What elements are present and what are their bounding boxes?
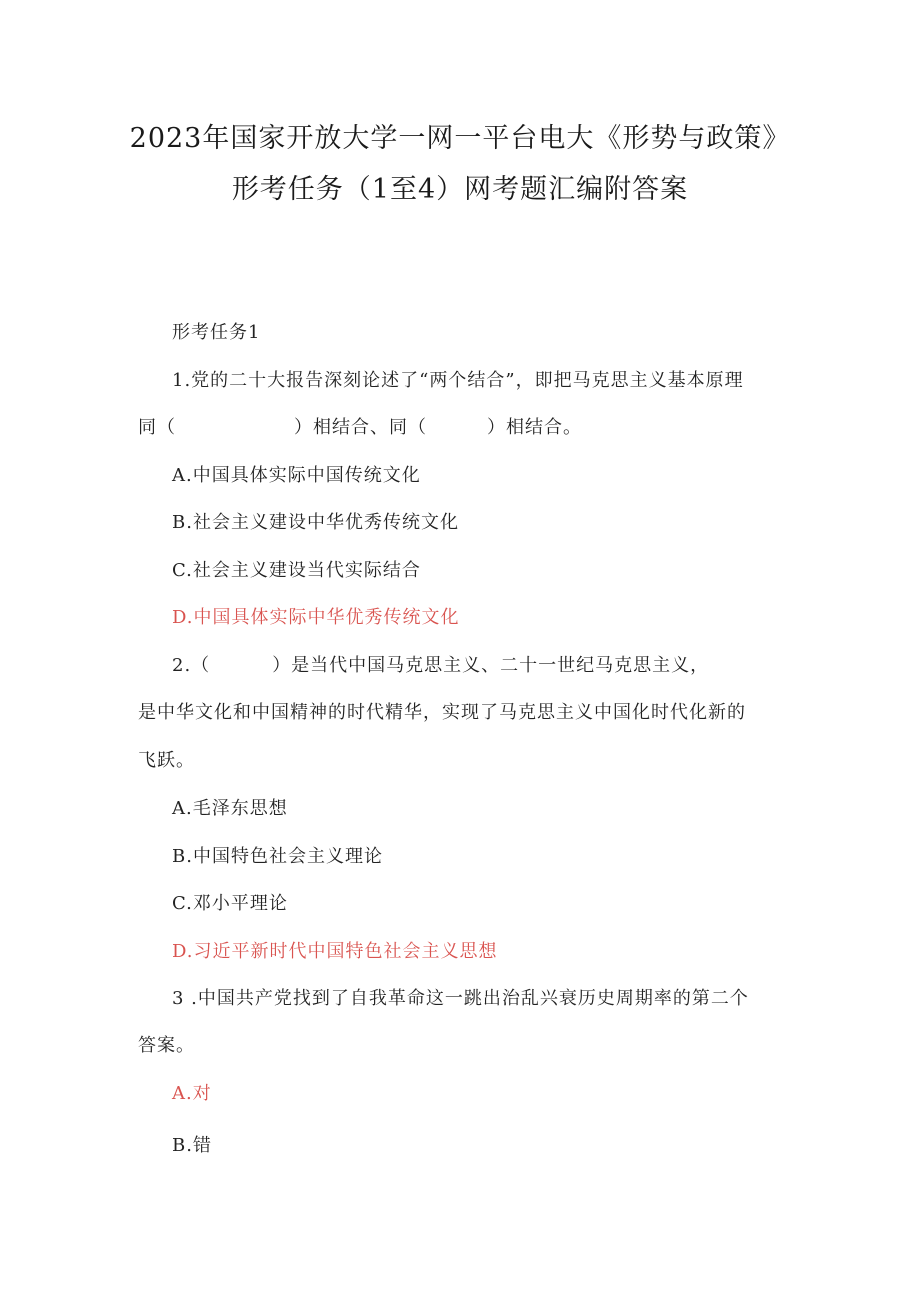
question-1-option-b: B.社会主义建设中华优秀传统文化 xyxy=(172,512,459,533)
document-title-line-2: 形考任务（1至4）网考题汇编附答案 xyxy=(231,174,689,205)
question-2-option-d-correct-answer: D.习近平新时代中国特色社会主义思想 xyxy=(172,941,498,962)
question-3-stem-line-1: 3 .中国共产党找到了自我革命这一跳出治乱兴衰历史周期率的第二个 xyxy=(172,988,749,1009)
question-2-option-a: A.毛泽东思想 xyxy=(172,798,288,819)
question-1-stem-line-1: 1.党的二十大报告深刻论述了“两个结合”，即把马克思主义基本原理 xyxy=(172,370,744,391)
question-1-option-d-correct-answer: D.中国具体实际中华优秀传统文化 xyxy=(172,607,460,628)
question-2-stem-line-2: 是中华文化和中国精神的时代精华，实现了马克思主义中国化时代化新的 xyxy=(138,702,746,723)
question-3-option-b: B.错 xyxy=(172,1135,212,1156)
question-2-option-c: C.邓小平理论 xyxy=(172,893,288,914)
section-heading: 形考任务1 xyxy=(172,322,261,343)
question-3-stem-line-2: 答案。 xyxy=(138,1035,195,1056)
question-1-stem-segment-a: 同（ xyxy=(138,417,176,438)
question-1-stem-line-2 xyxy=(138,413,582,439)
question-1-stem-segment-b: ）相结合、同（ xyxy=(294,417,427,438)
question-2-option-b: B.中国特色社会主义理论 xyxy=(172,846,383,867)
question-2-stem-segment-a: 2.（ xyxy=(172,655,211,676)
question-3-option-a-correct-answer: A.对 xyxy=(172,1083,212,1104)
question-2-stem-segment-b: ）是当代中国马克思主义、二十一世纪马克思主义， xyxy=(272,655,710,676)
question-1-option-a: A.中国具体实际中国传统文化 xyxy=(172,465,421,486)
question-2-stem-line-3: 飞跃。 xyxy=(138,750,195,771)
question-2-stem-line-1 xyxy=(172,651,709,677)
question-1-option-c: C.社会主义建设当代实际结合 xyxy=(172,560,421,581)
question-1-stem-segment-c: ）相结合。 xyxy=(487,417,582,438)
document-title-line-1: 2023年国家开放大学一网一平台电大《形势与政策》 xyxy=(129,123,791,154)
